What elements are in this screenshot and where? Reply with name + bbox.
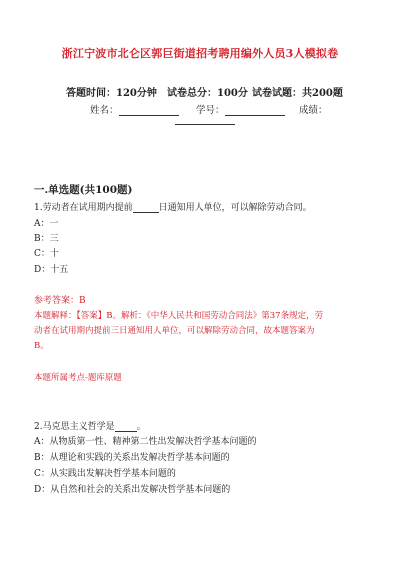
question-1-option-a[interactable]: A：一: [34, 219, 59, 229]
question-count: 试卷试题：共200题: [252, 88, 343, 99]
name-label: 姓名：: [90, 105, 119, 116]
question-2-stem: [34, 419, 146, 432]
question-1-option-d[interactable]: D：十五: [34, 265, 69, 275]
question-1-blank: [133, 203, 159, 213]
question-1-analysis-line-1: 本题解释：【答案】B。解析：《中华人民共和国劳动合同法》第37条规定，劳: [34, 311, 324, 321]
question-1-stem: [34, 200, 312, 213]
question-1-tag: 本题所属考点-题库原题: [34, 373, 122, 383]
question-2-option-d[interactable]: D：从自然和社会的关系出发解决哲学基本问题的: [34, 485, 231, 495]
question-2-option-b[interactable]: B：从理论和实践的关系出发解决哲学基本问题的: [34, 453, 230, 463]
question-1-analysis-line-2: 动者在试用期内提前三日通知用人单位，可以解除劳动合同，故本题答案为: [34, 326, 315, 336]
question-2-blank: [115, 422, 137, 432]
question-1-analysis-line-3: B。: [34, 341, 49, 351]
question-2-option-c[interactable]: C：从实践出发解决哲学基本问题的: [34, 469, 176, 479]
question-1-stem-before: 1.劳动者在试用期内提前: [34, 203, 133, 213]
question-2-option-a[interactable]: A：从物质第一性、精神第二性出发解决哲学基本问题的: [34, 437, 257, 447]
exam-time: 答题时间：120分钟: [66, 88, 157, 99]
score-blank[interactable]: [175, 115, 235, 125]
name-blank[interactable]: [119, 106, 179, 116]
score-label: 成绩：: [299, 105, 328, 116]
score-field: [299, 102, 328, 116]
id-label: 学号：: [196, 105, 225, 116]
question-1-stem-after: 日通知用人单位，可以解除劳动合同。: [158, 203, 312, 213]
section-heading: 一.单选题(共100题): [34, 184, 133, 196]
question-2-stem-after: 。: [136, 422, 146, 432]
question-1-option-c[interactable]: C：十: [34, 249, 59, 259]
score-blank-line: [175, 114, 235, 125]
question-1-answer: 参考答案：B: [34, 296, 86, 306]
question-1-option-b[interactable]: B：三: [34, 234, 59, 244]
exam-title: 浙江宁波市北仑区郭巨街道招考聘用编外人员3人模拟卷: [61, 47, 339, 60]
name-field: [90, 102, 179, 116]
question-2-stem-before: 2.马克思主义哲学是: [34, 422, 115, 432]
total-score: 试卷总分：100分: [167, 88, 248, 99]
